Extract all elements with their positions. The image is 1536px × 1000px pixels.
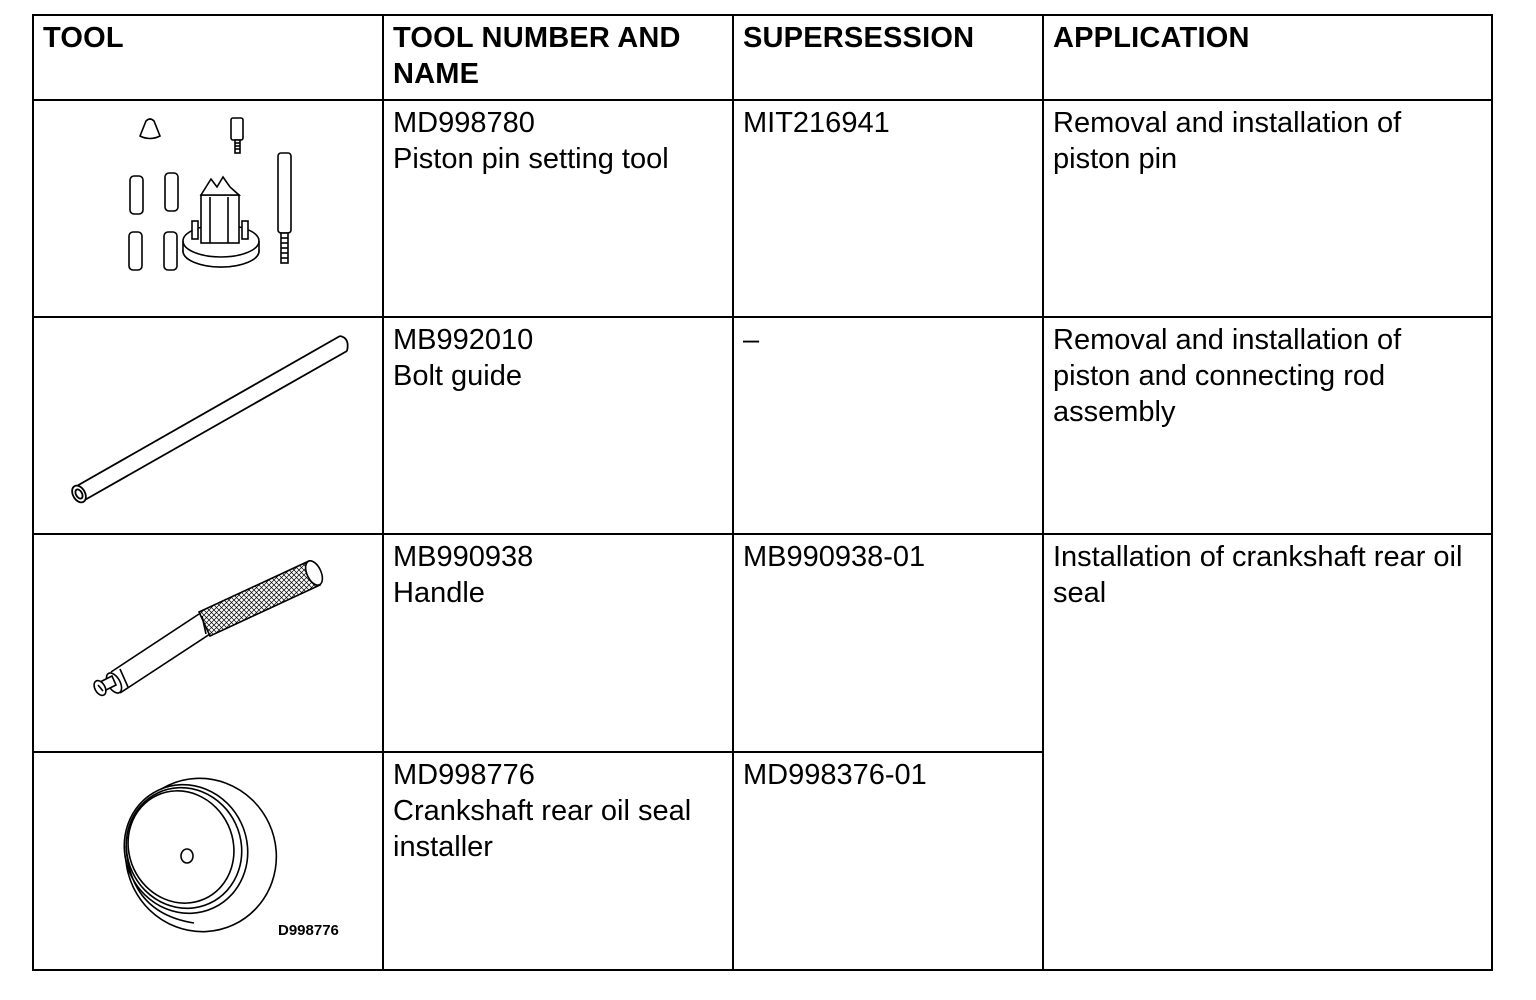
handle-illustration xyxy=(34,535,384,753)
table-row xyxy=(33,317,1492,534)
tool-number: MB990938 xyxy=(393,541,534,573)
tool-name: Bolt guide xyxy=(393,360,522,392)
illustration-code-label: D998776 xyxy=(278,922,339,939)
supersession-cell: – xyxy=(733,317,1043,534)
header-tool: TOOL xyxy=(33,15,383,100)
header-supersession: SUPERSESSION xyxy=(733,15,1043,100)
supersession-cell: MIT216941 xyxy=(733,100,1043,317)
tool-image-cell xyxy=(33,317,383,534)
tool-number-name-cell xyxy=(383,534,733,752)
tool-number-name-cell xyxy=(383,752,733,970)
tool-image-cell xyxy=(33,752,383,970)
bolt-guide-illustration xyxy=(34,318,384,535)
supersession-cell: MD998376-01 xyxy=(733,752,1043,970)
supersession-cell: MB990938-01 xyxy=(733,534,1043,752)
tool-number-name-cell xyxy=(383,317,733,534)
application-cell: Removal and installation of piston and connecting rod assembly xyxy=(1043,317,1492,534)
tool-name: Piston pin setting tool xyxy=(393,143,669,175)
piston-pin-setting-tool-illustration xyxy=(34,101,384,318)
header-tool-number-and-name: TOOL NUMBER AND NAME xyxy=(383,15,733,100)
application-cell: Installation of crankshaft rear oil seal xyxy=(1043,534,1492,970)
table-row xyxy=(33,100,1492,317)
tool-name: Crankshaft rear oil seal installer xyxy=(393,795,692,863)
tool-image-cell xyxy=(33,100,383,317)
application-cell: Removal and installation of piston pin xyxy=(1043,100,1492,317)
tool-number: MD998776 xyxy=(393,759,535,791)
header-row xyxy=(33,15,1492,100)
tool-name: Handle xyxy=(393,577,485,609)
table-row xyxy=(33,534,1492,752)
tool-number-name-cell xyxy=(383,100,733,317)
tool-image-cell xyxy=(33,534,383,752)
tool-number: MB992010 xyxy=(393,324,534,356)
special-tools-table xyxy=(32,14,1493,971)
header-application: APPLICATION xyxy=(1043,15,1492,100)
tool-number: MD998780 xyxy=(393,107,535,139)
